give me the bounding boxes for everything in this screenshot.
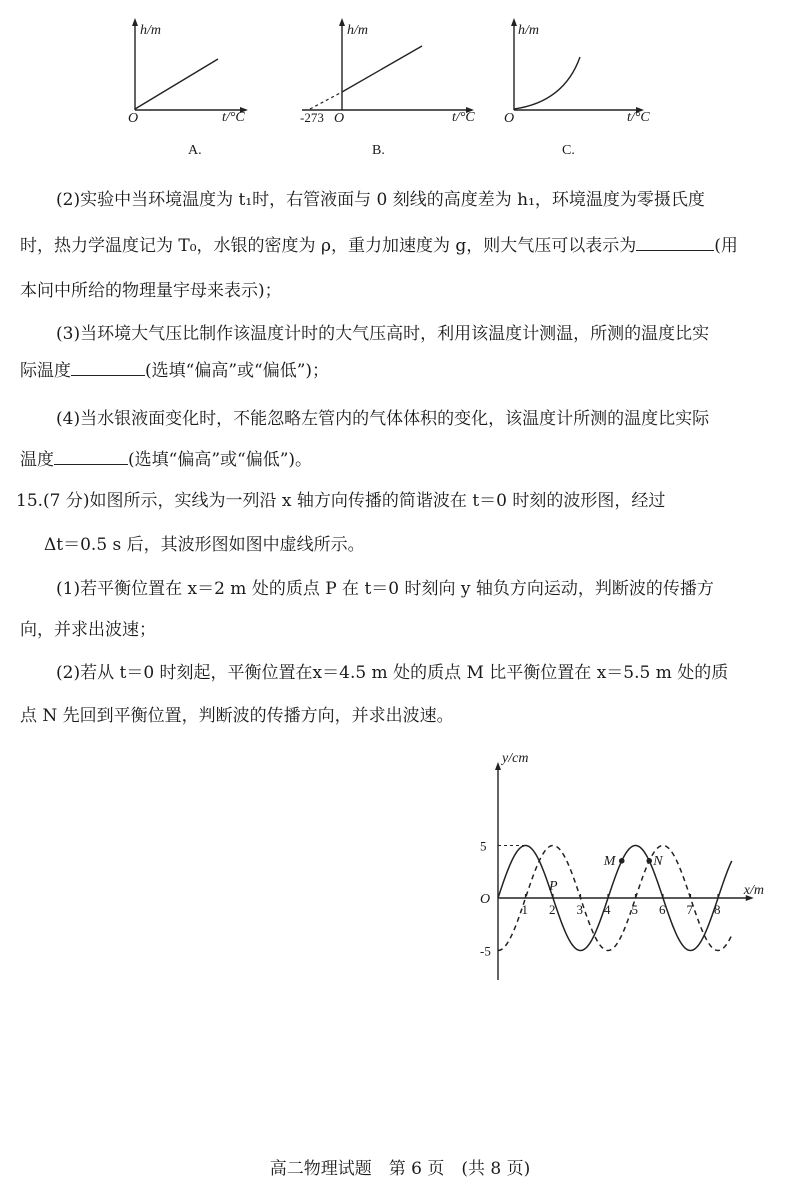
- q14-part4-line2: 温度 (选填“偏高”或“偏低”)。: [20, 450, 313, 470]
- x-tick-label: 1: [521, 902, 528, 917]
- q15-stem-line1: 15.(7 分)如图所示，实线为一列沿 x 轴方向传播的简谐波在 t＝0 时刻的波形图，经过: [16, 491, 666, 511]
- graph-c-caption: C.: [562, 143, 575, 158]
- graph-a-caption: A.: [188, 143, 202, 158]
- x-tick-label: 7: [686, 902, 693, 917]
- graph-b-ylabel: h/m: [347, 23, 368, 38]
- q15-stem-line2: Δt＝0.5 s 后，其波形图如图中虚线所示。: [44, 535, 365, 555]
- point-M: [619, 858, 625, 864]
- origin-label: O: [480, 892, 491, 907]
- x-tick-label: 4: [604, 902, 611, 917]
- y-tick-label: -5: [480, 943, 491, 959]
- graph-c-origin: O: [504, 111, 515, 122]
- graph-a-origin: O: [128, 111, 139, 122]
- x-tick-label: 6: [659, 902, 666, 917]
- x-axis-label: x/m: [743, 883, 764, 898]
- answer-blank-part4[interactable]: [54, 463, 128, 465]
- graph-b-xlabel: t/°C: [452, 110, 475, 122]
- x-tick-label: 3: [576, 902, 583, 917]
- x-tick-label: 2: [549, 902, 556, 917]
- y-tick-label: 5: [480, 838, 487, 854]
- x-tick-label: 8: [714, 902, 721, 917]
- q14-part2-line3: 本问中所给的物理量宇母来表示)；: [20, 281, 282, 301]
- graph-c: [502, 12, 662, 122]
- answer-blank-pressure[interactable]: [636, 249, 714, 251]
- graph-b-intercept: -273: [300, 110, 324, 122]
- q14-part4-line1: (4)当水银液面变化时，不能忽略左管内的气体体积的变化，该温度计所测的温度比实际: [56, 409, 710, 429]
- q15-part2-line1: (2)若从 t＝0 时刻起，平衡位置在x＝4.5 m 处的质点 M 比平衡位置在 x＝5.5 m 处的质: [56, 663, 729, 683]
- graph-c-ylabel: h/m: [518, 23, 539, 38]
- wave-axes: [480, 752, 764, 980]
- graph-b-caption: B.: [372, 143, 385, 158]
- graph-a-xlabel: t/°C: [222, 110, 245, 122]
- wave-chart: [460, 752, 780, 987]
- q14-part2-line1: (2)实验中当环境温度为 t₁时，右管液面与 0 刻线的高度差为 h₁，环境温度为零摄氏度: [56, 190, 705, 210]
- y-axis-label: y/cm: [502, 752, 529, 766]
- graph-c-xlabel: t/°C: [627, 110, 650, 122]
- q14-part2-line2: 时，热力学温度记为 T₀，水银的密度为 ρ，重力加速度为 g，则大气压可以表示为 (用: [20, 236, 738, 256]
- point-label-N: N: [653, 853, 663, 869]
- x-tick-label: 5: [631, 902, 638, 917]
- graph-a-ylabel: h/m: [140, 23, 161, 38]
- answer-blank-part3[interactable]: [71, 374, 145, 376]
- y-axis-arrow: [495, 762, 501, 770]
- graph-b: [292, 12, 482, 122]
- graph-b-origin: O: [334, 111, 345, 122]
- point-label-M: M: [603, 853, 616, 869]
- q15-part1-line2: 向，并求出波速；: [20, 620, 156, 640]
- page-footer: 高二物理试题 第 6 页 (共 8 页): [269, 1159, 531, 1179]
- q14-part3-line2: 际温度 (选填“偏高”或“偏低”)；: [20, 361, 330, 381]
- point-label-P: P: [549, 879, 558, 894]
- q15-part2-line2: 点 N 先回到平衡位置，判断波的传播方向，并求出波速。: [20, 706, 454, 726]
- q14-part3-line1: (3)当环境大气压比制作该温度计时的大气压高时，利用该温度计测温，所测的温度比实: [56, 324, 710, 344]
- graph-a: [110, 12, 250, 122]
- point-N: [646, 858, 652, 864]
- q15-part1-line1: (1)若平衡位置在 x＝2 m 处的质点 P 在 t＝0 时刻向 y 轴负方向运动，判断波的传播方: [56, 579, 714, 599]
